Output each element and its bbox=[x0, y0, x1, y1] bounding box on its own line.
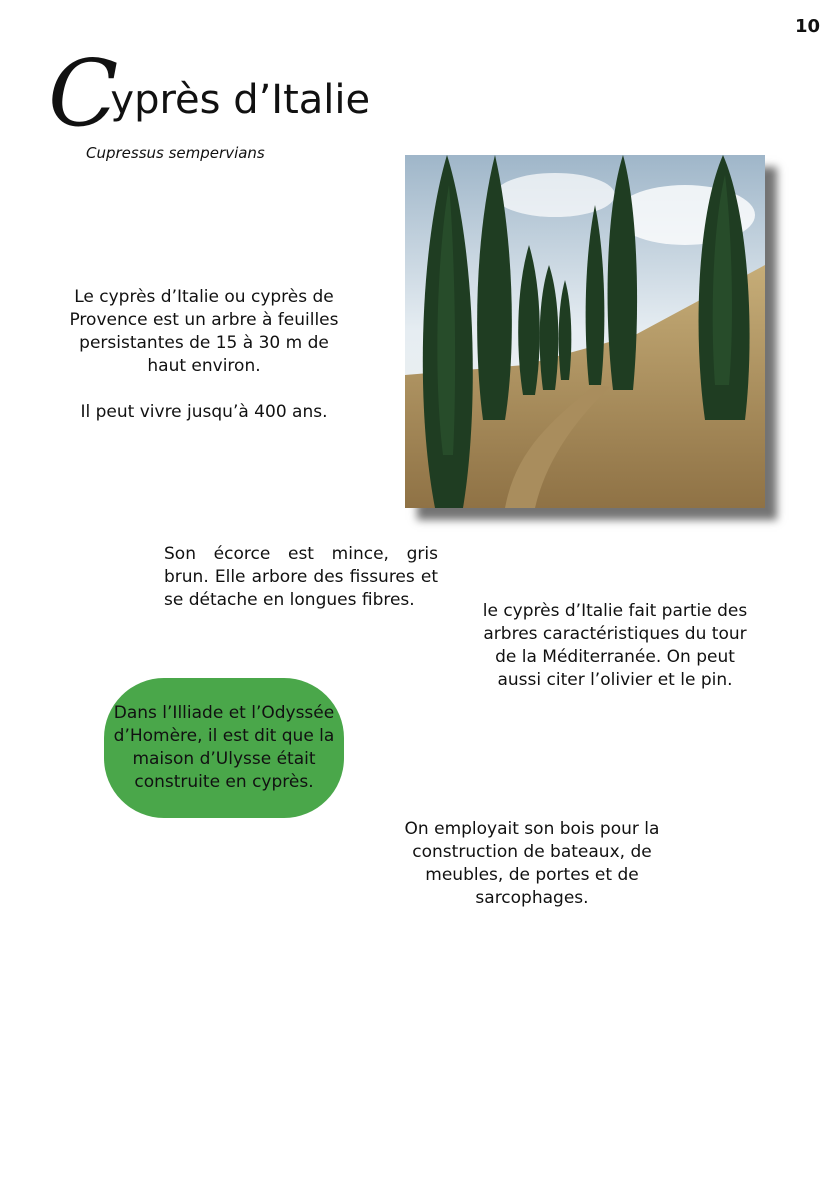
cypress-photo bbox=[405, 155, 765, 508]
intro-paragraph bbox=[44, 286, 364, 424]
intro-line: haut environ. bbox=[147, 356, 261, 376]
title-initial: C bbox=[48, 40, 119, 147]
intro-line: Provence est un arbre à feuilles bbox=[69, 310, 339, 330]
page-number: 10 bbox=[794, 16, 820, 37]
mediterranean-paragraph: le cyprès d’Italie fait partie des arbres caractéristiques du tour de la Méditerranée. On peut aussi citer l’olivier et le pin. bbox=[482, 601, 748, 690]
lifespan-text: Il peut vivre jusqu’à 400 ans. bbox=[80, 402, 328, 422]
page-title bbox=[48, 40, 371, 147]
intro-line: persistantes de 15 à 30 m de bbox=[79, 333, 329, 353]
latin-name: Cupressus sempervians bbox=[86, 144, 265, 162]
homer-bubble bbox=[104, 678, 344, 818]
intro-line: Le cyprès d’Italie ou cyprès de bbox=[74, 287, 334, 307]
bark-paragraph: Son écorce est mince, gris brun. Elle arbore des fissures et se détache en longues fibres. bbox=[164, 544, 438, 610]
cypress-landscape-image bbox=[405, 155, 765, 508]
title-rest: yprès d’Italie bbox=[110, 77, 371, 123]
homer-bubble-text: Dans l’Illiade et l’Odyssée d’Homère, il est dit que la maison d’Ulysse était construite en cyprès. bbox=[113, 703, 335, 792]
wood-use-paragraph: On employait son bois pour la construction de bateaux, de meubles, de portes et de sarcophages. bbox=[404, 819, 660, 908]
